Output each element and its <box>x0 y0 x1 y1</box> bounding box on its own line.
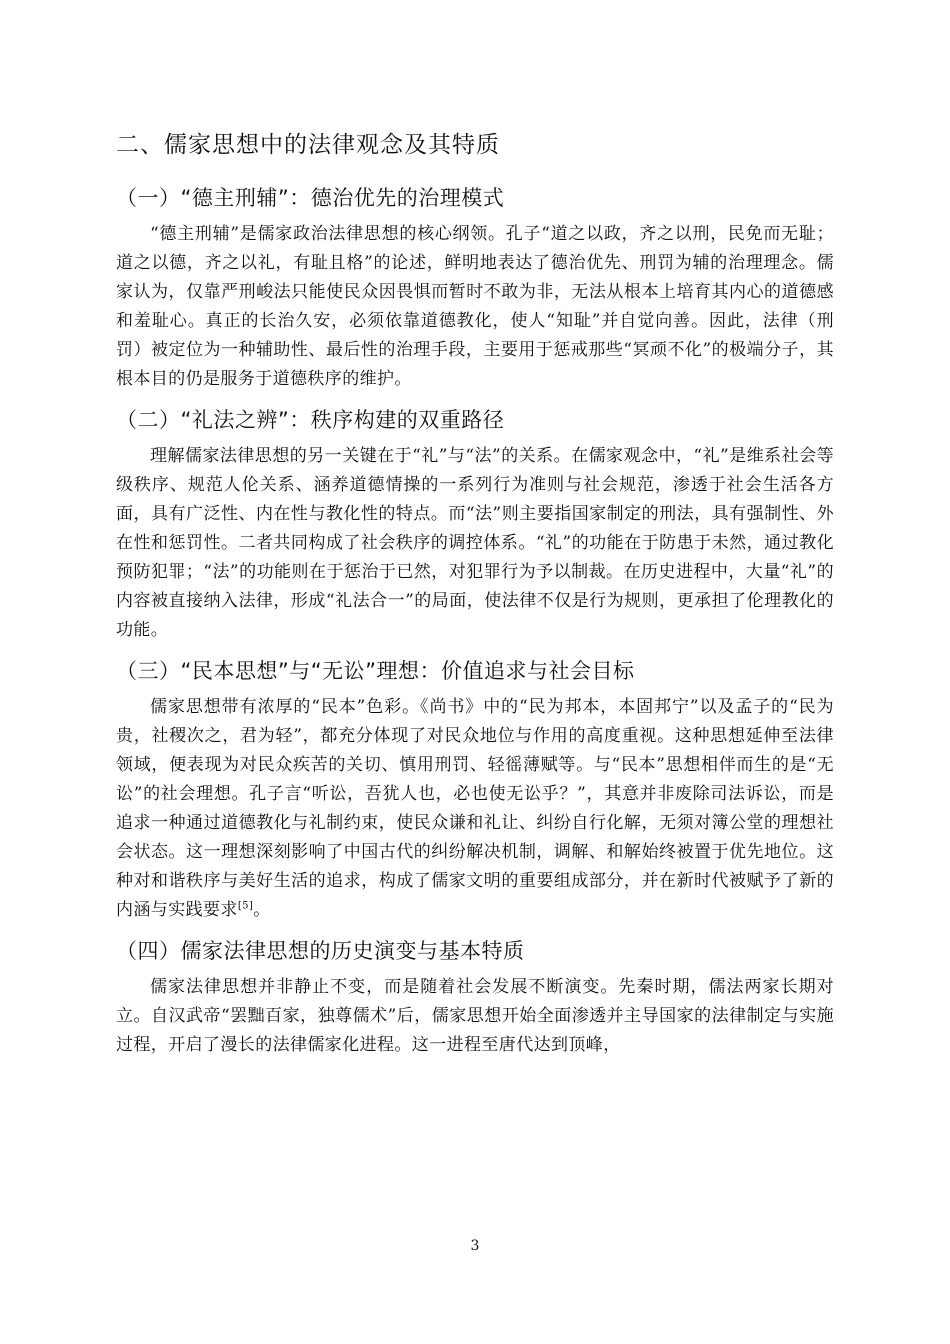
paragraph-1: “德主刑辅”是儒家政治法律思想的核心纲领。孔子“道之以政，齐之以刑，民免而无耻；道之以德，齐之以礼，有耻且格”的论述，鲜明地表达了德治优先、刑罚为辅的治理理念。儒家认为，仅靠严刑峻法只能使民众因畏惧而暂时不敢为非，无法从根本上培育其内心的道德感和羞耻心。真正的长治久安，必须依靠道德教化，使人“知耻”并自觉向善。因此，法律（刑罚）被定位为一种辅助性、最后性的治理手段，主要用于惩戒那些“冥顽不化”的极端分子，其根本目的仍是服务于道德秩序的维护。 <box>116 224 834 389</box>
paragraph-2: 理解儒家法律思想的另一关键在于“礼”与“法”的关系。在儒家观念中，“礼”是维系社会等级秩序、规范人伦关系、涵养道德情操的一系列行为准则与社会规范，渗透于社会生活各方面，具有广泛性、内在性与教化性的特点。而“法”则主要指国家制定的刑法，具有强制性、外在性和惩罚性。二者共同构成了社会秩序的调控体系。“礼”的功能在于防患于未然，通过教化预防犯罪；“法”的功能则在于惩治于已然，对犯罪行为予以制裁。在历史进程中，大量“礼”的内容被直接纳入法律，形成“礼法合一”的局面，使法律不仅是行为规则，更承担了伦理教化的功能。 <box>116 446 834 640</box>
subsection-heading-4: （四）儒家法律思想的历史演变与基本特质 <box>116 939 525 963</box>
paragraph-3 <box>116 693 834 925</box>
citation-reference: [5] <box>237 900 254 912</box>
paragraph-4: 儒家法律思想并非静止不变，而是随着社会发展不断演变。先秦时期，儒法两家长期对立。自汉武帝“罢黜百家，独尊儒术”后，儒家思想开始全面渗透并主导国家的法律制定与实施过程，开启了漫长的法律儒家化进程。这一进程至唐代达到顶峰， <box>116 977 834 1055</box>
paragraph-3-text: 儒家思想带有浓厚的“民本”色彩。《尚书》中的“民为邦本，本固邦宁”以及孟子的“民为贵，社稷次之，君为轻”，都充分体现了对民众地位与作用的高度重视。这种思想延伸至法律领域，便表现为对民众疾苦的关切、慎用刑罚、轻徭薄赋等。与“民本”思想相伴而生的是“无讼”的社会理想。孔子言“听讼，吾犹人也，必也使无讼乎？”，其意并非废除司法诉讼，而是追求一种通过道德教化与礼制约束，使民众谦和礼让、纠纷自行化解，无须对簿公堂的理想社会状态。这一理想深刻影响了中国古代的纠纷解决机制，调解、和解始终被置于优先地位。这种对和谐秩序与美好生活的追求，构成了儒家文明的重要组成部分，并在新时代被赋予了新的内涵与实践要求 <box>116 697 834 920</box>
subsection-heading-2: （二）“礼法之辨”：秩序构建的双重路径 <box>116 408 505 432</box>
section-title: 二、儒家思想中的法律观念及其特质 <box>116 132 500 158</box>
subsection-heading-3: （三）“民本思想”与“无讼”理想：价值追求与社会目标 <box>116 659 635 683</box>
subsection-heading-1: （一）“德主刑辅”：德治优先的治理模式 <box>116 186 505 210</box>
paragraph-3-tail: 。 <box>253 900 271 920</box>
page-content <box>116 128 834 1066</box>
page-number: 3 <box>470 1238 480 1254</box>
